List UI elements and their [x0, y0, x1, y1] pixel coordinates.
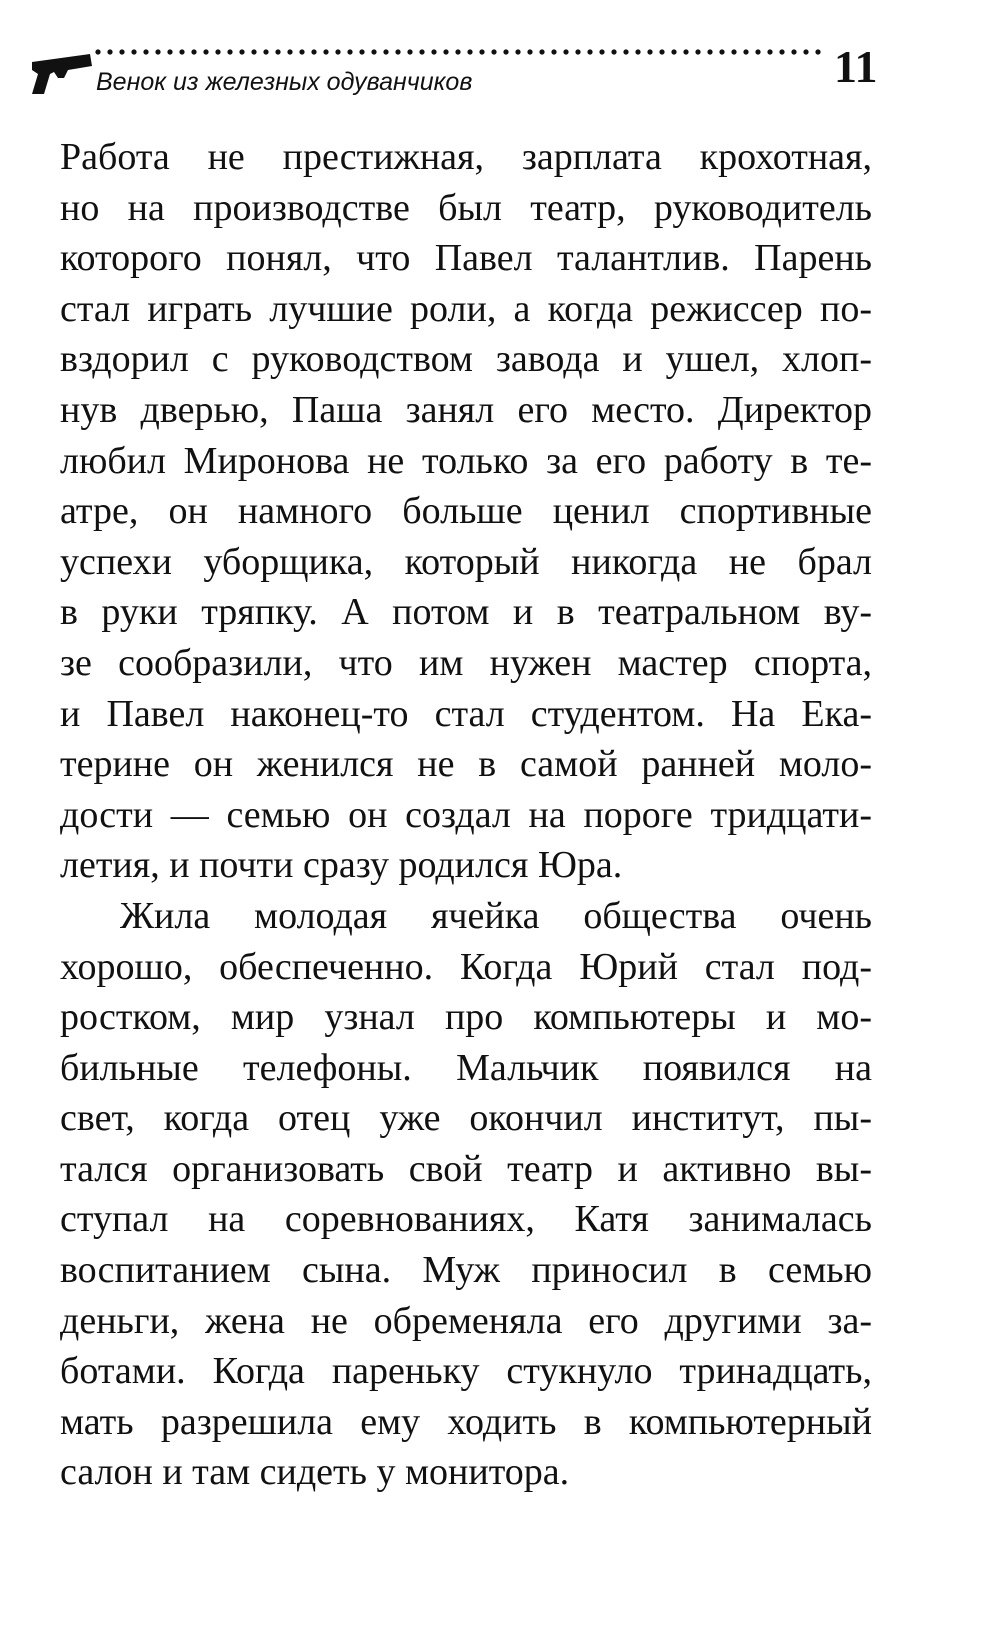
text-line: атре, он намного больше ценил спортивные	[60, 490, 872, 533]
page-number: 11	[834, 41, 878, 92]
text-line: Жила молодая ячейка общества очень	[120, 894, 872, 937]
running-title: Венок из железных одуванчиков	[96, 68, 473, 96]
text-line: ботами. Когда пареньку стукнуло тринадцать,	[60, 1350, 872, 1393]
text-line: ростком, мир узнал про компьютеры и мо-	[60, 996, 872, 1039]
text-line: стал играть лучшие роли, а когда режиссер по-	[60, 287, 872, 330]
text-line: терине он женился не в самой ранней моло-	[60, 743, 872, 786]
text-line: ступал на соревнованиях, Катя занималась	[60, 1198, 872, 1241]
text-line: мать разрешила ему ходить в компьютерный	[60, 1400, 872, 1443]
text-line: воспитанием сына. Муж приносил в семью	[60, 1249, 872, 1292]
text-line: салон и там сидеть у монитора.	[60, 1451, 570, 1494]
text-line: дости — семью он создал на пороге тридцати-	[60, 793, 872, 836]
text-line: Работа не престижная, зарплата крохотная,	[60, 136, 872, 178]
body-text	[60, 132, 872, 1498]
text-line: которого понял, что Павел талантлив. Парень	[60, 237, 872, 280]
text-line: летия, и почти сразу родился Юра.	[60, 844, 623, 887]
text-line: но на производстве был театр, руководитель	[60, 186, 872, 229]
text-line: тался организовать свой театр и активно вы-	[60, 1147, 872, 1190]
pistol-icon	[28, 48, 94, 98]
text-line: успехи уборщика, который никогда не брал	[60, 540, 872, 583]
text-line: хорошо, обеспеченно. Когда Юрий стал под-	[60, 945, 872, 988]
dotted-rule	[92, 48, 822, 56]
text-line: нув дверью, Паша занял его место. Директор	[60, 388, 872, 431]
text-line: в руки тряпку. А потом и в театральном ву-	[60, 591, 872, 634]
page-header	[0, 0, 1000, 120]
text-line: вздорил с руководством завода и ушел, хлоп-	[60, 338, 872, 381]
text-line: деньги, жена не обременяла его другими за-	[60, 1299, 872, 1342]
text-line: любил Миронова не только за его работу в те-	[60, 439, 872, 482]
text-line: зе сообразили, что им нужен мастер спорта,	[60, 641, 872, 684]
text-line: бильные телефоны. Мальчик появился на	[60, 1046, 872, 1089]
text-line: и Павел наконец-то стал студентом. На Ека-	[60, 692, 872, 735]
paragraph	[60, 132, 872, 891]
paragraph	[60, 891, 872, 1498]
text-line: свет, когда отец уже окончил институт, пы-	[60, 1097, 872, 1140]
